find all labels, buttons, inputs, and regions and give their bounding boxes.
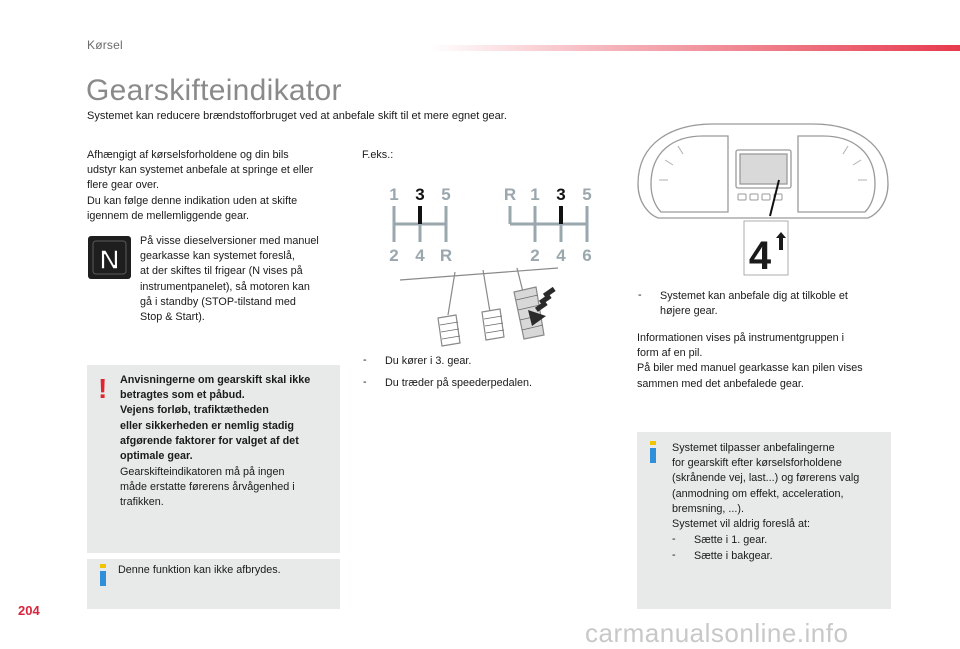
page-number: 204 — [18, 603, 40, 618]
warning-text: Gearskifteindikatoren må på ingen måde erstatte førerens årvågenhed i trafikken. — [120, 466, 295, 509]
right-paragraph: Informationen vises på instrumentgruppen i form af en pil. På biler med manuel gearkasse kan pilen vises sammen med det anbefalede gear. — [637, 332, 863, 390]
svg-text:4: 4 — [415, 246, 425, 265]
svg-text:5: 5 — [582, 185, 592, 204]
header-accent-rule — [430, 45, 960, 51]
bullet-dash: - — [672, 533, 676, 545]
intro-text: Systemet kan reducere brændstofforbruget ved at anbefale skift til et mere egnet gear. — [87, 110, 507, 122]
svg-text:4: 4 — [748, 234, 772, 278]
neutral-gear-icon — [88, 236, 131, 279]
right-bullet-1: Systemet kan anbefale dig at tilkoble et højere gear. — [660, 290, 848, 318]
info-icon — [97, 564, 111, 586]
svg-text:4: 4 — [556, 246, 566, 265]
svg-text:N: N — [99, 244, 120, 275]
svg-text:2: 2 — [530, 246, 540, 265]
svg-text:3: 3 — [415, 185, 425, 204]
gear-shift-pedal-illustration — [380, 180, 610, 360]
left-paragraph-2: På visse dieselversioner med manuel gearkasse kan systemet foreslå, at der skiftes til frigear (N vises på instrumentpanelet), så motoren kan gå i standby (STOP-tilstand med Stop & Start). — [140, 235, 319, 324]
example-label: F.eks.: — [362, 149, 394, 161]
watermark: carmanualsonline.info — [585, 618, 849, 648]
svg-text:3: 3 — [556, 185, 566, 204]
svg-text:R: R — [503, 185, 517, 204]
section-label: Kørsel — [87, 38, 123, 52]
svg-text:1: 1 — [530, 185, 540, 204]
bullet-dash: - — [363, 354, 367, 366]
svg-text:6: 6 — [582, 246, 592, 265]
left-paragraph-1: Afhængigt af kørselsforholdene og din bils udstyr kan systemet anbefale at springe et eller flere gear over. Du kan følge denne indikation uden at skifte igennem de mellemliggende gear. — [87, 149, 314, 222]
info-box-left — [87, 559, 340, 609]
warning-box — [87, 365, 340, 553]
info-item-1: Sætte i 1. gear. — [694, 534, 768, 546]
bullet-dash: - — [638, 289, 642, 301]
warning-exclamation-icon: ! — [98, 373, 108, 404]
bullet-dash: - — [672, 549, 676, 561]
warning-bold-text: Anvisningerne om gearskift skal ikke betragtes som et påbud. Vejens forløb, trafiktætheden eller sikkerheden er nemlig stadig afgørende faktorer for valget af det optimale gear. — [120, 374, 311, 463]
svg-text:1: 1 — [389, 185, 399, 204]
middle-bullet-2: Du træder på speederpedalen. — [385, 377, 533, 389]
info-box-right — [637, 432, 891, 609]
svg-text:2: 2 — [389, 246, 399, 265]
instrument-cluster-illustration — [633, 122, 893, 287]
info-text-left: Denne funktion kan ikke afbrydes. — [118, 564, 281, 576]
bullet-dash: - — [363, 376, 367, 388]
info-icon — [647, 441, 661, 463]
page-title: Gearskifteindikator — [86, 74, 342, 107]
middle-bullet-1: Du kører i 3. gear. — [385, 355, 472, 367]
svg-text:R: R — [439, 246, 453, 265]
info-text-right: Systemet tilpasser anbefalingerne for gearskift efter kørselsforholdene (skrånende vej, last...) og førerens valg (anmodning om effekt, acceleration, bremsning, ...). Systemet vil aldrig foreslå at: — [672, 442, 860, 531]
info-item-2: Sætte i bakgear. — [694, 550, 773, 562]
svg-text:5: 5 — [441, 185, 451, 204]
